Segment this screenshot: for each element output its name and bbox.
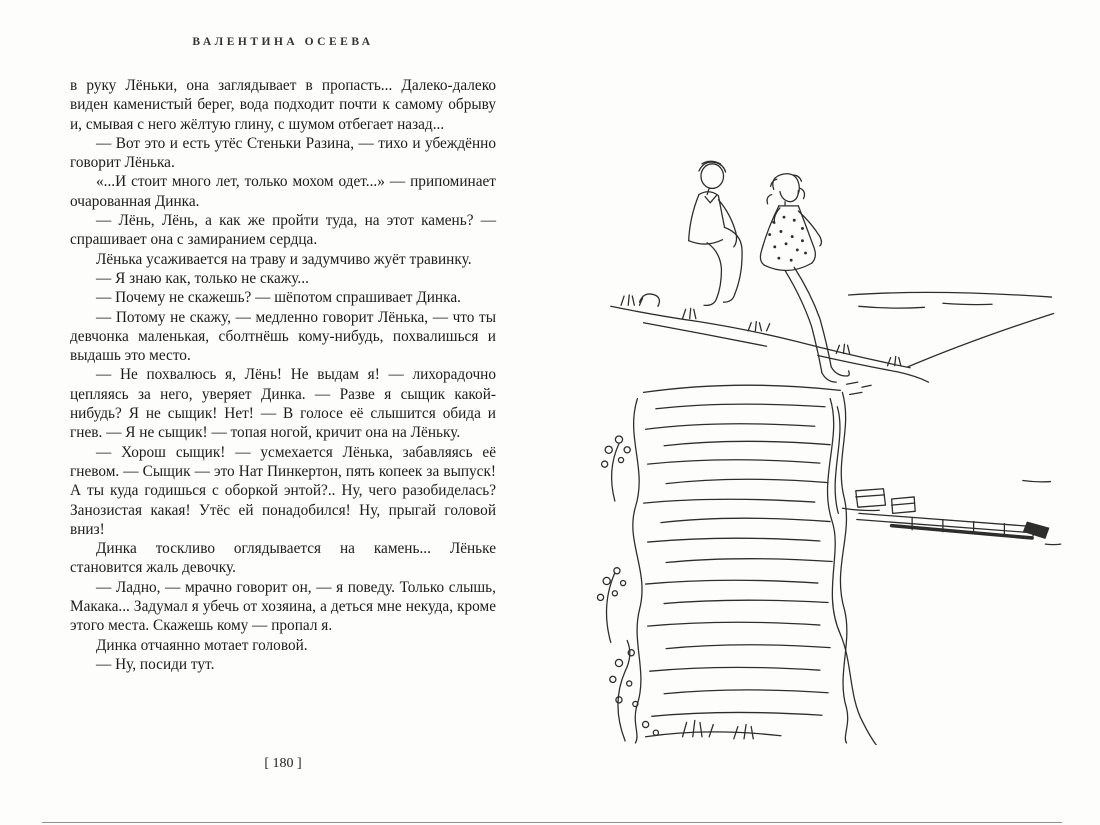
paragraph: «...И стоит много лет, только мохом одет...» — припоминает очарованная Динка. (70, 173, 496, 210)
cliff-illustration (582, 130, 1068, 745)
paragraph: Динка тоскливо оглядывается на камень... Лёньке становится жаль девочку. (70, 540, 496, 577)
paragraph: — Лёнь, Лёнь, а как же пройти туда, на этот камень? — спрашивает она с замиранием сердца. (70, 212, 496, 249)
paragraph: — Я знаю как, только не скажу... (96, 269, 309, 287)
paragraph: — Почему не скажешь? — шёпотом спрашивает Динка. (96, 289, 461, 307)
paragraph: в руку Лёньки, она заглядывает в пропасть... Далеко-далеко виден каменистый берег, вода подходит почти к самому обрыву и, смывая с него жёлтую глину, с шумом отбегает назад... (70, 77, 496, 133)
paragraph: — Не похвалюсь я, Лёнь! Не выдам я! — лихорадочно цепляясь за него, уверяет Динка. — Разве я сыщик какой-нибудь? Я не сыщик! Нет! — В голосе её слышится обида и гнев. — Я не сыщик! — топая ногой, кричит она на Лёньку. (70, 366, 496, 442)
paragraph: — Хорош сыщик! — усмехается Лёнька, забавляясь её гневом. — Сыщик — это Нат Пинкертон, пять копеек за выпуск! А ты куда годишься с оборкой энтой?.. Ну, чего разобиделась? Занозистая какая! Утёс ей понадобился! Ну, прыгай головой вниз! (70, 443, 496, 538)
paragraph: — Ну, посиди тут. (96, 655, 215, 673)
page-edge (42, 822, 1062, 823)
cliff-drawing-svg (582, 130, 1068, 745)
paragraph: — Потому не скажу, — медленно говорит Лёнька, — что ты девчонка маленькая, сболтнёшь кому-нибудь, похвалишься и выдашь это место. (70, 308, 496, 365)
page-number: [ 180 ] (264, 756, 302, 771)
paragraph: — Вот это и есть утёс Стеньки Разина, — тихо и убеждённо говорит Лёнька. (70, 134, 496, 172)
paragraph: Динка отчаянно мотает головой. (96, 636, 308, 654)
text-column (70, 76, 496, 674)
running-head: ВАЛЕНТИНА ОСЕЕВА (192, 36, 374, 48)
paragraph: Лёнька усаживается на траву и задумчиво жуёт травинку. (96, 250, 472, 268)
paragraph: — Ладно, — мрачно говорит он, — я поведу. Только слышь, Макака... Задумал я убечь от хозяина, а деться мне некуда, кроме этого места. Скажешь кому — пропал я. (70, 578, 496, 635)
